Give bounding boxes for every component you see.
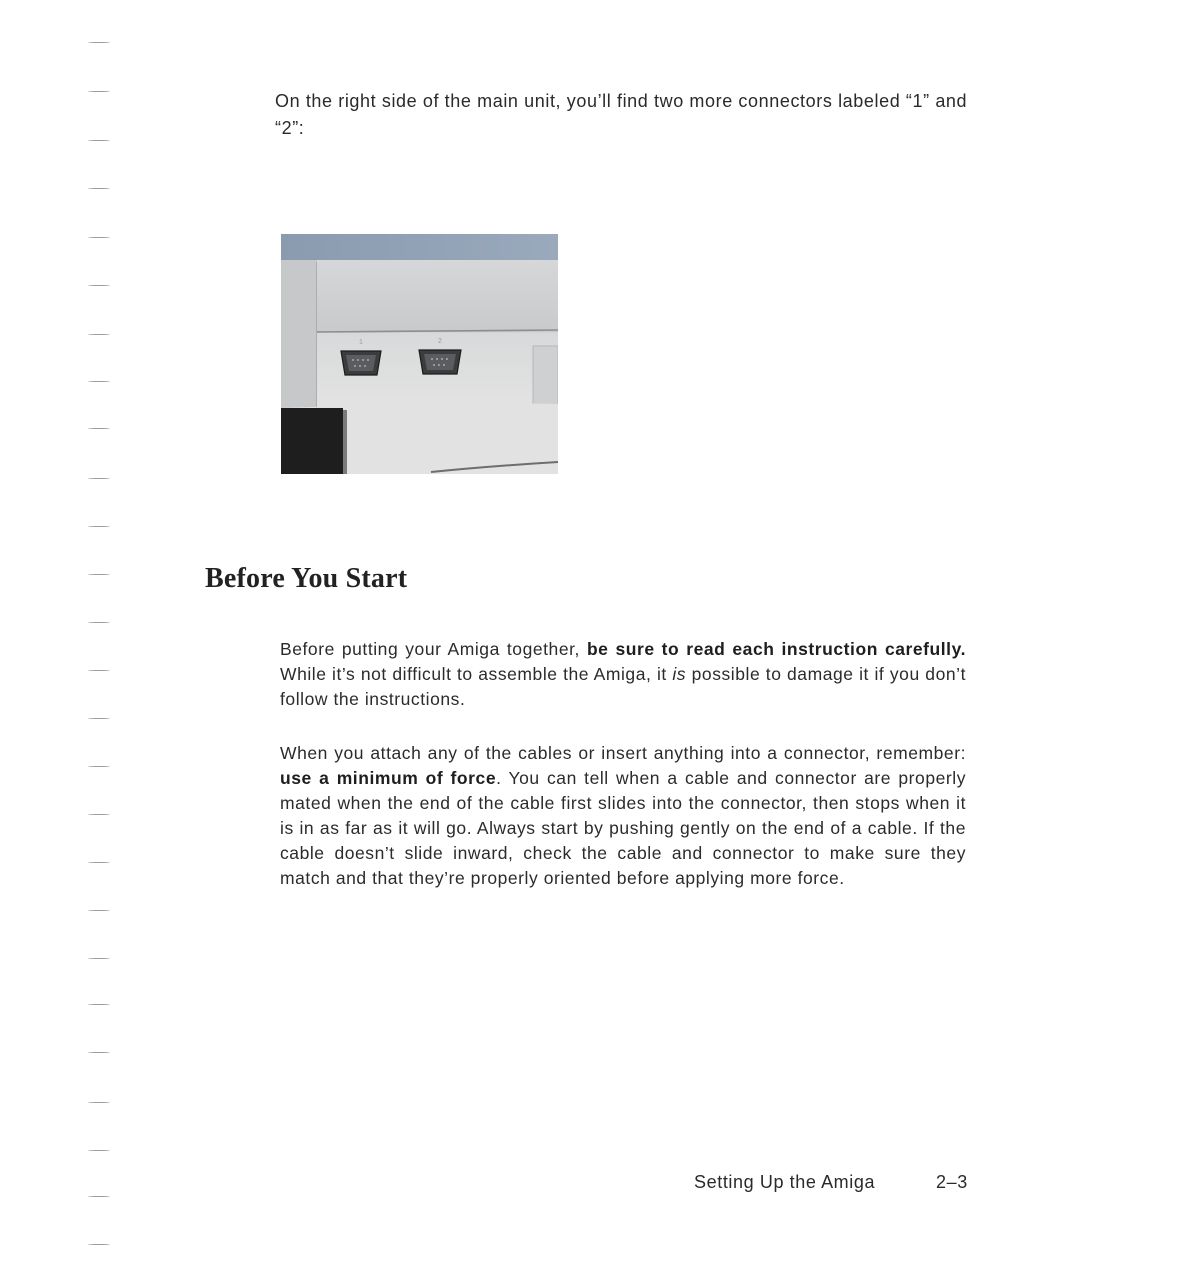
paragraph1-text-1: Before putting your Amiga together, (280, 639, 587, 659)
connector-2-label: 2 (438, 338, 442, 345)
paragraph1-bold-1: be sure to read each instruction carefully. (586, 639, 966, 659)
paragraph-before-you-start (280, 637, 966, 712)
paragraph2-bold-1: use a minimum of force (280, 768, 497, 788)
paragraph1-text-2: While it’s not difficult to assemble the Amiga, it (280, 664, 673, 684)
amiga-side-connectors-photo (281, 234, 558, 474)
section-heading: Before You Start (205, 563, 408, 594)
binding-marks (88, 0, 118, 1266)
paragraph-use-minimum-force (280, 741, 966, 891)
paragraph1-italic-1: is (672, 664, 687, 684)
paragraph2-text-2: . You can tell when a cable and connector are properly mated when the end of the cable first slides into the connector, then stops when it is in as far as it will go. Always start by pushing gently on the end of a cable. If the cable doesn’t slide inward, check the cable and connector to make sure they match and that they’re properly oriented before applying more force. (280, 768, 966, 888)
intro-paragraph: On the right side of the main unit, you’ll find two more connectors labeled “1” and “2”: (275, 91, 968, 138)
footer-chapter-title: Setting Up the Amiga (694, 1172, 876, 1192)
connector-1-label: 1 (359, 339, 363, 346)
paragraph2-text-1: When you attach any of the cables or insert anything into a connector, remember: (280, 743, 966, 763)
page-number: 2–3 (936, 1172, 968, 1192)
paragraph1-text-3: possible to damage it if you don’t follow the instructions. (280, 664, 966, 709)
